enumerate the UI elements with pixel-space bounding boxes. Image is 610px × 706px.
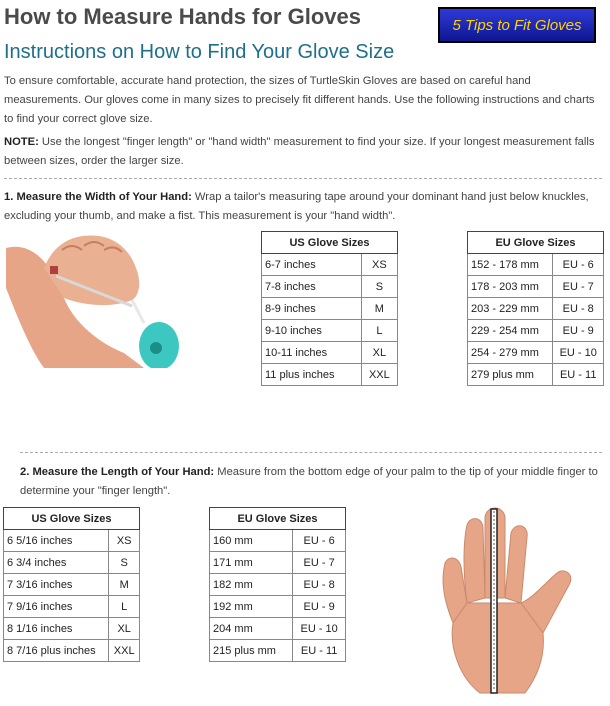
- table-cell: 182 mm: [210, 574, 293, 596]
- table-cell: XS: [109, 530, 140, 552]
- table-row: [262, 320, 398, 342]
- table-cell: 152 - 178 mm: [468, 254, 553, 276]
- table-row: [210, 640, 346, 662]
- table-cell: 279 plus mm: [468, 364, 553, 386]
- table-cell: XXL: [109, 640, 140, 662]
- table-cell: M: [361, 298, 397, 320]
- table-cell: EU - 9: [553, 320, 604, 342]
- table-cell: 204 mm: [210, 618, 293, 640]
- table-cell: 254 - 279 mm: [468, 342, 553, 364]
- us-length-size-table: [3, 507, 140, 662]
- table-cell: M: [109, 574, 140, 596]
- table-cell: S: [361, 276, 397, 298]
- open-hand-measure-image: [405, 503, 585, 699]
- table-row: [210, 618, 346, 640]
- tips-button[interactable]: 5 Tips to Fit Gloves: [438, 7, 596, 43]
- table-row: [262, 254, 398, 276]
- table-cell: 178 - 203 mm: [468, 276, 553, 298]
- table-cell: XS: [361, 254, 397, 276]
- us-width-size-table: [261, 231, 398, 386]
- table-row: [262, 298, 398, 320]
- table-row: [4, 618, 140, 640]
- table-row: [4, 640, 140, 662]
- table-cell: 7 3/16 inches: [4, 574, 109, 596]
- table-cell: L: [361, 320, 397, 342]
- divider: [4, 178, 602, 179]
- table-cell: 6-7 inches: [262, 254, 362, 276]
- table-cell: XL: [109, 618, 140, 640]
- table-cell: 7 9/16 inches: [4, 596, 109, 618]
- table-cell: 8-9 inches: [262, 298, 362, 320]
- table-cell: 6 5/16 inches: [4, 530, 109, 552]
- table-cell: EU - 8: [293, 574, 346, 596]
- table-row: [468, 298, 604, 320]
- table-row: [468, 342, 604, 364]
- table-cell: 8 1/16 inches: [4, 618, 109, 640]
- table-row: [468, 364, 604, 386]
- table-row: [210, 552, 346, 574]
- table-cell: EU - 8: [553, 298, 604, 320]
- table-row: [210, 596, 346, 618]
- table-cell: XXL: [361, 364, 397, 386]
- table-row: [4, 552, 140, 574]
- table-cell: 6 3/4 inches: [4, 552, 109, 574]
- section2-paragraph: [20, 463, 606, 501]
- section1-heading: 1. Measure the Width of Your Hand:: [4, 191, 192, 203]
- table-cell: EU - 6: [553, 254, 604, 276]
- table-row: [262, 342, 398, 364]
- table-title: EU Glove Sizes: [468, 232, 604, 254]
- table-row: [262, 276, 398, 298]
- table-row: [4, 574, 140, 596]
- note-label: NOTE:: [4, 136, 39, 148]
- table-row: [210, 574, 346, 596]
- section2-heading: 2. Measure the Length of Your Hand:: [20, 466, 215, 478]
- note-paragraph: [4, 133, 604, 171]
- table-cell: 10-11 inches: [262, 342, 362, 364]
- table-cell: S: [109, 552, 140, 574]
- table-cell: 171 mm: [210, 552, 293, 574]
- section2-text: Measure from the bottom edge of your palm to the tip of your middle finger to determine your "finger length".: [20, 466, 598, 497]
- table-row: [4, 596, 140, 618]
- table-cell: 215 plus mm: [210, 640, 293, 662]
- table-cell: 8 7/16 plus inches: [4, 640, 109, 662]
- table-row: [468, 276, 604, 298]
- table-cell: EU - 11: [293, 640, 346, 662]
- table-cell: 192 mm: [210, 596, 293, 618]
- intro-paragraph: To ensure comfortable, accurate hand protection, the sizes of TurtleSkin Gloves are based on careful hand measurements. Our gloves come in many sizes to precisely fit different hands. Use the following instructions and charts to find your correct glove size.: [4, 75, 595, 125]
- table-cell: EU - 10: [293, 618, 346, 640]
- table-cell: EU - 7: [553, 276, 604, 298]
- table-cell: 229 - 254 mm: [468, 320, 553, 342]
- table-cell: 160 mm: [210, 530, 293, 552]
- page-title: How to Measure Hands for Gloves: [4, 4, 361, 29]
- table-row: [4, 530, 140, 552]
- table-title: US Glove Sizes: [262, 232, 398, 254]
- table-cell: EU - 9: [293, 596, 346, 618]
- fist-measure-image: [4, 228, 184, 368]
- eu-width-size-table: [467, 231, 604, 386]
- table-cell: EU - 11: [553, 364, 604, 386]
- table-row: [468, 254, 604, 276]
- eu-length-size-table: [209, 507, 346, 662]
- note-text: Use the longest "finger length" or "hand width" measurement to find your size. If your longest measurement falls between sizes, order the larger size.: [4, 136, 595, 167]
- table-row: [210, 530, 346, 552]
- table-cell: EU - 10: [553, 342, 604, 364]
- page-subtitle: Instructions on How to Find Your Glove Size: [4, 41, 395, 63]
- table-cell: XL: [361, 342, 397, 364]
- divider: [20, 452, 602, 453]
- table-row: [262, 364, 398, 386]
- table-cell: 9-10 inches: [262, 320, 362, 342]
- section1-text: Wrap a tailor's measuring tape around your dominant hand just below knuckles, excluding your thumb, and make a fist. This measurement is your "hand width".: [4, 191, 589, 222]
- table-cell: 203 - 229 mm: [468, 298, 553, 320]
- table-cell: 7-8 inches: [262, 276, 362, 298]
- table-cell: L: [109, 596, 140, 618]
- table-title: EU Glove Sizes: [210, 508, 346, 530]
- table-title: US Glove Sizes: [4, 508, 140, 530]
- table-cell: EU - 6: [293, 530, 346, 552]
- section1-paragraph: [4, 188, 604, 226]
- table-row: [468, 320, 604, 342]
- table-cell: EU - 7: [293, 552, 346, 574]
- table-cell: 11 plus inches: [262, 364, 362, 386]
